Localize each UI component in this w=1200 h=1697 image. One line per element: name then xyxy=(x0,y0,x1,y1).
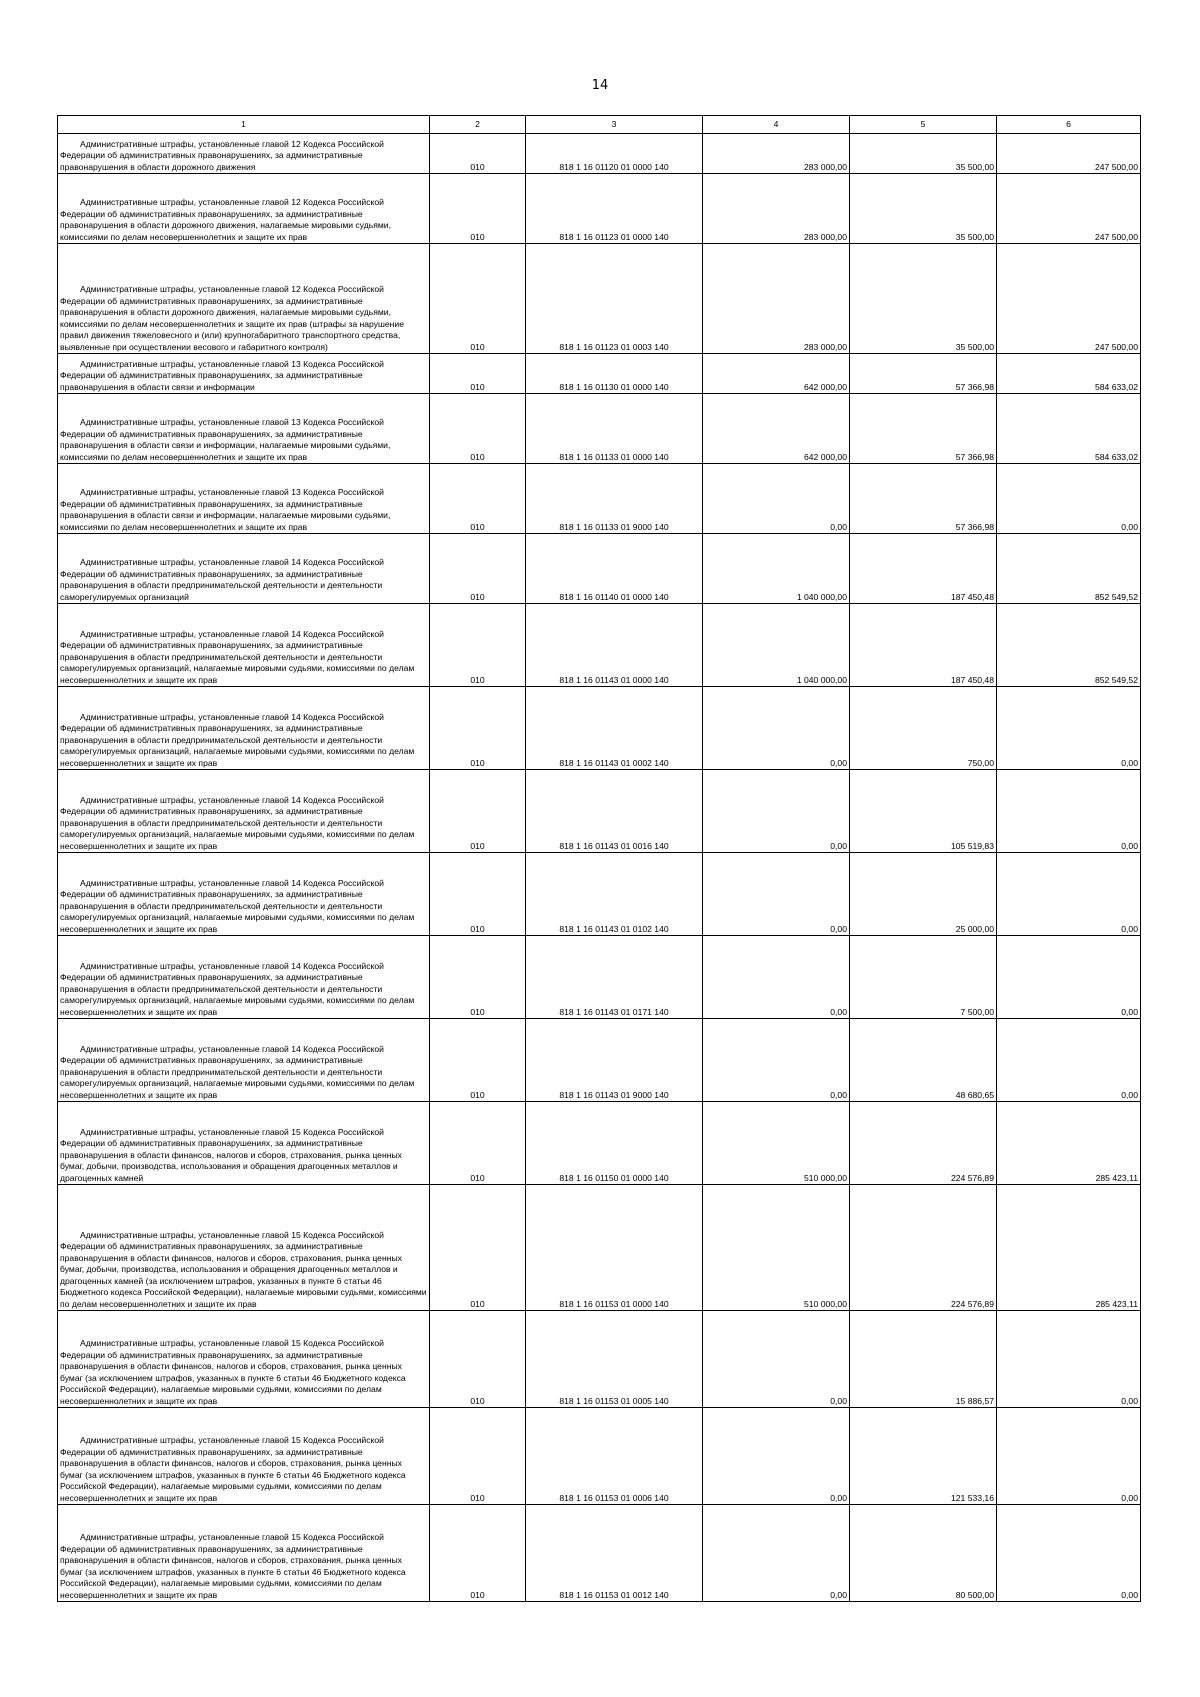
row-executed-amount: 224 576,89 xyxy=(850,1102,997,1185)
row-executed-amount: 187 450,48 xyxy=(850,534,997,604)
row-executed-amount: 35 500,00 xyxy=(850,244,997,354)
row-planned-amount: 283 000,00 xyxy=(703,244,850,354)
row-line-code: 010 xyxy=(430,1019,526,1102)
row-budget-code: 818 1 16 01133 01 9000 140 xyxy=(526,464,703,534)
row-budget-code: 818 1 16 01143 01 0102 140 xyxy=(526,853,703,936)
row-executed-amount: 80 500,00 xyxy=(850,1505,997,1602)
table-row xyxy=(58,244,1141,354)
row-unexecuted-amount: 584 633,02 xyxy=(997,354,1141,394)
row-description: Административные штрафы, установленные главой 14 Кодекса Российской Федерации об административных правонарушениях, за административные правонарушения в области предпринимательской деятельности и деятельности саморегулируемых организаций, налагаемые мировыми судьями, комиссиями по делам несовершеннолетних и защите их прав xyxy=(58,853,430,936)
row-planned-amount: 0,00 xyxy=(703,936,850,1019)
row-description: Административные штрафы, установленные главой 13 Кодекса Российской Федерации об административных правонарушениях, за административные правонарушения в области связи и информации, налагаемые мировыми судьями, комиссиями по делам несовершеннолетних и защите их прав xyxy=(58,464,430,534)
row-line-code: 010 xyxy=(430,134,526,174)
table-row xyxy=(58,534,1141,604)
row-executed-amount: 35 500,00 xyxy=(850,134,997,174)
row-description: Административные штрафы, установленные главой 13 Кодекса Российской Федерации об административных правонарушениях, за административные правонарушения в области связи и информации, налагаемые мировыми судьями, комиссиями по делам несовершеннолетних и защите их прав xyxy=(58,394,430,464)
row-planned-amount: 642 000,00 xyxy=(703,394,850,464)
header-row xyxy=(58,116,1141,134)
row-budget-code: 818 1 16 01123 01 0003 140 xyxy=(526,244,703,354)
page-number: 14 xyxy=(591,78,609,93)
row-description: Административные штрафы, установленные главой 14 Кодекса Российской Федерации об административных правонарушениях, за административные правонарушения в области предпринимательской деятельности и деятельности саморегулируемых организаций, налагаемые мировыми судьями, комиссиями по делам несовершеннолетних и защите их прав xyxy=(58,770,430,853)
table-row xyxy=(58,604,1141,687)
row-unexecuted-amount: 0,00 xyxy=(997,770,1141,853)
table-row xyxy=(58,174,1141,244)
row-executed-amount: 750,00 xyxy=(850,687,997,770)
row-line-code: 010 xyxy=(430,174,526,244)
row-executed-amount: 57 366,98 xyxy=(850,464,997,534)
row-unexecuted-amount: 852 549,52 xyxy=(997,534,1141,604)
row-unexecuted-amount: 0,00 xyxy=(997,936,1141,1019)
row-description: Административные штрафы, установленные главой 15 Кодекса Российской Федерации об административных правонарушениях, за административные правонарушения в области финансов, налогов и сборов, страхования, рынка ценных бумаг, добычи, производства, использования и обращения драгоценных металлов и драгоценных камней (за исключением штрафов, указанных в пункте 6 статьи 46 Бюджетного кодекса Российской Федерации), налагаемые мировыми судьями, комиссиями по делам несовершеннолетних и защите их прав xyxy=(58,1185,430,1311)
row-budget-code: 818 1 16 01153 01 0000 140 xyxy=(526,1185,703,1311)
row-planned-amount: 510 000,00 xyxy=(703,1185,850,1311)
row-unexecuted-amount: 0,00 xyxy=(997,464,1141,534)
row-unexecuted-amount: 0,00 xyxy=(997,1019,1141,1102)
table-row xyxy=(58,936,1141,1019)
row-unexecuted-amount: 0,00 xyxy=(997,853,1141,936)
row-executed-amount: 48 680,65 xyxy=(850,1019,997,1102)
header-col-1: 1 xyxy=(58,116,430,134)
row-unexecuted-amount: 247 500,00 xyxy=(997,134,1141,174)
row-executed-amount: 57 366,98 xyxy=(850,394,997,464)
row-line-code: 010 xyxy=(430,534,526,604)
row-budget-code: 818 1 16 01143 01 0002 140 xyxy=(526,687,703,770)
table-row xyxy=(58,687,1141,770)
header-col-5: 5 xyxy=(850,116,997,134)
header-col-6: 6 xyxy=(997,116,1141,134)
row-unexecuted-amount: 285 423,11 xyxy=(997,1185,1141,1311)
row-description: Административные штрафы, установленные главой 14 Кодекса Российской Федерации об административных правонарушениях, за административные правонарушения в области предпринимательской деятельности и деятельности саморегулируемых организаций, налагаемые мировыми судьями, комиссиями по делам несовершеннолетних и защите их прав xyxy=(58,1019,430,1102)
row-line-code: 010 xyxy=(430,244,526,354)
row-executed-amount: 187 450,48 xyxy=(850,604,997,687)
row-line-code: 010 xyxy=(430,1408,526,1505)
table-row xyxy=(58,1019,1141,1102)
row-unexecuted-amount: 247 500,00 xyxy=(997,174,1141,244)
row-description: Административные штрафы, установленные главой 15 Кодекса Российской Федерации об административных правонарушениях, за административные правонарушения в области финансов, налогов и сборов, страхования, рынка ценных бумаг (за исключением штрафов, указанных в пункте 6 статьи 46 Бюджетного кодекса Российской Федерации), налагаемые мировыми судьями, комиссиями по делам несовершеннолетних и защите их прав xyxy=(58,1408,430,1505)
row-description: Административные штрафы, установленные главой 12 Кодекса Российской Федерации об административных правонарушениях, за административные правонарушения в области дорожного движения, налагаемые мировыми судьями, комиссиями по делам несовершеннолетних и защите их прав xyxy=(58,174,430,244)
table-row xyxy=(58,1185,1141,1311)
row-unexecuted-amount: 285 423,11 xyxy=(997,1102,1141,1185)
row-description: Административные штрафы, установленные главой 14 Кодекса Российской Федерации об административных правонарушениях, за административные правонарушения в области предпринимательской деятельности и деятельности саморегулируемых организаций, налагаемые мировыми судьями, комиссиями по делам несовершеннолетних и защите их прав xyxy=(58,936,430,1019)
row-planned-amount: 0,00 xyxy=(703,687,850,770)
row-description: Административные штрафы, установленные главой 14 Кодекса Российской Федерации об административных правонарушениях, за административные правонарушения в области предпринимательской деятельности и деятельности саморегулируемых организаций, налагаемые мировыми судьями, комиссиями по делам несовершеннолетних и защите их прав xyxy=(58,687,430,770)
row-budget-code: 818 1 16 01150 01 0000 140 xyxy=(526,1102,703,1185)
row-planned-amount: 0,00 xyxy=(703,853,850,936)
row-executed-amount: 15 886,57 xyxy=(850,1311,997,1408)
row-budget-code: 818 1 16 01123 01 0000 140 xyxy=(526,174,703,244)
row-line-code: 010 xyxy=(430,1311,526,1408)
row-description: Административные штрафы, установленные главой 12 Кодекса Российской Федерации об административных правонарушениях, за административные правонарушения в области дорожного движения xyxy=(58,134,430,174)
header-col-4: 4 xyxy=(703,116,850,134)
row-budget-code: 818 1 16 01140 01 0000 140 xyxy=(526,534,703,604)
row-line-code: 010 xyxy=(430,464,526,534)
row-planned-amount: 0,00 xyxy=(703,1408,850,1505)
table-row xyxy=(58,134,1141,174)
row-line-code: 010 xyxy=(430,1185,526,1311)
row-planned-amount: 1 040 000,00 xyxy=(703,604,850,687)
row-executed-amount: 25 000,00 xyxy=(850,853,997,936)
row-budget-code: 818 1 16 01143 01 0171 140 xyxy=(526,936,703,1019)
row-budget-code: 818 1 16 01153 01 0006 140 xyxy=(526,1408,703,1505)
table-row xyxy=(58,354,1141,394)
row-line-code: 010 xyxy=(430,394,526,464)
row-planned-amount: 0,00 xyxy=(703,1505,850,1602)
row-budget-code: 818 1 16 01133 01 0000 140 xyxy=(526,394,703,464)
row-unexecuted-amount: 0,00 xyxy=(997,1505,1141,1602)
row-budget-code: 818 1 16 01143 01 0016 140 xyxy=(526,770,703,853)
row-description: Административные штрафы, установленные главой 14 Кодекса Российской Федерации об административных правонарушениях, за административные правонарушения в области предпринимательской деятельности и деятельности саморегулируемых организаций xyxy=(58,534,430,604)
row-description: Административные штрафы, установленные главой 14 Кодекса Российской Федерации об административных правонарушениях, за административные правонарушения в области предпринимательской деятельности и деятельности саморегулируемых организаций, налагаемые мировыми судьями, комиссиями по делам несовершеннолетних и защите их прав xyxy=(58,604,430,687)
row-unexecuted-amount: 0,00 xyxy=(997,1311,1141,1408)
header-col-3: 3 xyxy=(526,116,703,134)
row-budget-code: 818 1 16 01153 01 0005 140 xyxy=(526,1311,703,1408)
table-row xyxy=(58,464,1141,534)
row-budget-code: 818 1 16 01143 01 9000 140 xyxy=(526,1019,703,1102)
row-planned-amount: 0,00 xyxy=(703,770,850,853)
table-row xyxy=(58,853,1141,936)
row-budget-code: 818 1 16 01130 01 0000 140 xyxy=(526,354,703,394)
header-col-2: 2 xyxy=(430,116,526,134)
row-unexecuted-amount: 247 500,00 xyxy=(997,244,1141,354)
row-planned-amount: 283 000,00 xyxy=(703,134,850,174)
table-body xyxy=(58,134,1141,1602)
row-description: Административные штрафы, установленные главой 12 Кодекса Российской Федерации об административных правонарушениях, за административные правонарушения в области дорожного движения, налагаемые мировыми судьями, комиссиями по делам несовершеннолетних и защите их прав (штрафы за нарушение правил движения тяжеловесного и (или) крупногабаритного транспортного средства, выявленные при осуществлении весового и габаритного контроля) xyxy=(58,244,430,354)
row-description: Административные штрафы, установленные главой 13 Кодекса Российской Федерации об административных правонарушениях, за административные правонарушения в области связи и информации xyxy=(58,354,430,394)
row-executed-amount: 121 533,16 xyxy=(850,1408,997,1505)
row-unexecuted-amount: 584 633,02 xyxy=(997,394,1141,464)
row-planned-amount: 0,00 xyxy=(703,464,850,534)
table-row xyxy=(58,770,1141,853)
row-executed-amount: 57 366,98 xyxy=(850,354,997,394)
row-budget-code: 818 1 16 01153 01 0012 140 xyxy=(526,1505,703,1602)
table-row xyxy=(58,1311,1141,1408)
row-executed-amount: 105 519,83 xyxy=(850,770,997,853)
row-budget-code: 818 1 16 01120 01 0000 140 xyxy=(526,134,703,174)
row-planned-amount: 1 040 000,00 xyxy=(703,534,850,604)
row-planned-amount: 510 000,00 xyxy=(703,1102,850,1185)
table-row xyxy=(58,1505,1141,1602)
row-line-code: 010 xyxy=(430,936,526,1019)
row-line-code: 010 xyxy=(430,853,526,936)
table-row xyxy=(58,1408,1141,1505)
row-budget-code: 818 1 16 01143 01 0000 140 xyxy=(526,604,703,687)
row-line-code: 010 xyxy=(430,1505,526,1602)
row-planned-amount: 642 000,00 xyxy=(703,354,850,394)
row-executed-amount: 35 500,00 xyxy=(850,174,997,244)
row-description: Административные штрафы, установленные главой 15 Кодекса Российской Федерации об административных правонарушениях, за административные правонарушения в области финансов, налогов и сборов, страхования, рынка ценных бумаг (за исключением штрафов, указанных в пункте 6 статьи 46 Бюджетного кодекса Российской Федерации), налагаемые мировыми судьями, комиссиями по делам несовершеннолетних и защите их прав xyxy=(58,1505,430,1602)
row-line-code: 010 xyxy=(430,770,526,853)
row-executed-amount: 224 576,89 xyxy=(850,1185,997,1311)
row-unexecuted-amount: 0,00 xyxy=(997,687,1141,770)
table-row xyxy=(58,394,1141,464)
table-row xyxy=(58,1102,1141,1185)
budget-revenue-table xyxy=(57,115,1141,1602)
row-line-code: 010 xyxy=(430,687,526,770)
row-unexecuted-amount: 0,00 xyxy=(997,1408,1141,1505)
row-planned-amount: 283 000,00 xyxy=(703,174,850,244)
row-description: Административные штрафы, установленные главой 15 Кодекса Российской Федерации об административных правонарушениях, за административные правонарушения в области финансов, налогов и сборов, страхования, рынка ценных бумаг, добычи, производства, использования и обращения драгоценных металлов и драгоценных камней xyxy=(58,1102,430,1185)
row-executed-amount: 7 500,00 xyxy=(850,936,997,1019)
row-planned-amount: 0,00 xyxy=(703,1311,850,1408)
row-description: Административные штрафы, установленные главой 15 Кодекса Российской Федерации об административных правонарушениях, за административные правонарушения в области финансов, налогов и сборов, страхования, рынка ценных бумаг (за исключением штрафов, указанных в пункте 6 статьи 46 Бюджетного кодекса Российской Федерации), налагаемые мировыми судьями, комиссиями по делам несовершеннолетних и защите их прав xyxy=(58,1311,430,1408)
row-line-code: 010 xyxy=(430,1102,526,1185)
row-line-code: 010 xyxy=(430,354,526,394)
row-line-code: 010 xyxy=(430,604,526,687)
row-planned-amount: 0,00 xyxy=(703,1019,850,1102)
row-unexecuted-amount: 852 549,52 xyxy=(997,604,1141,687)
